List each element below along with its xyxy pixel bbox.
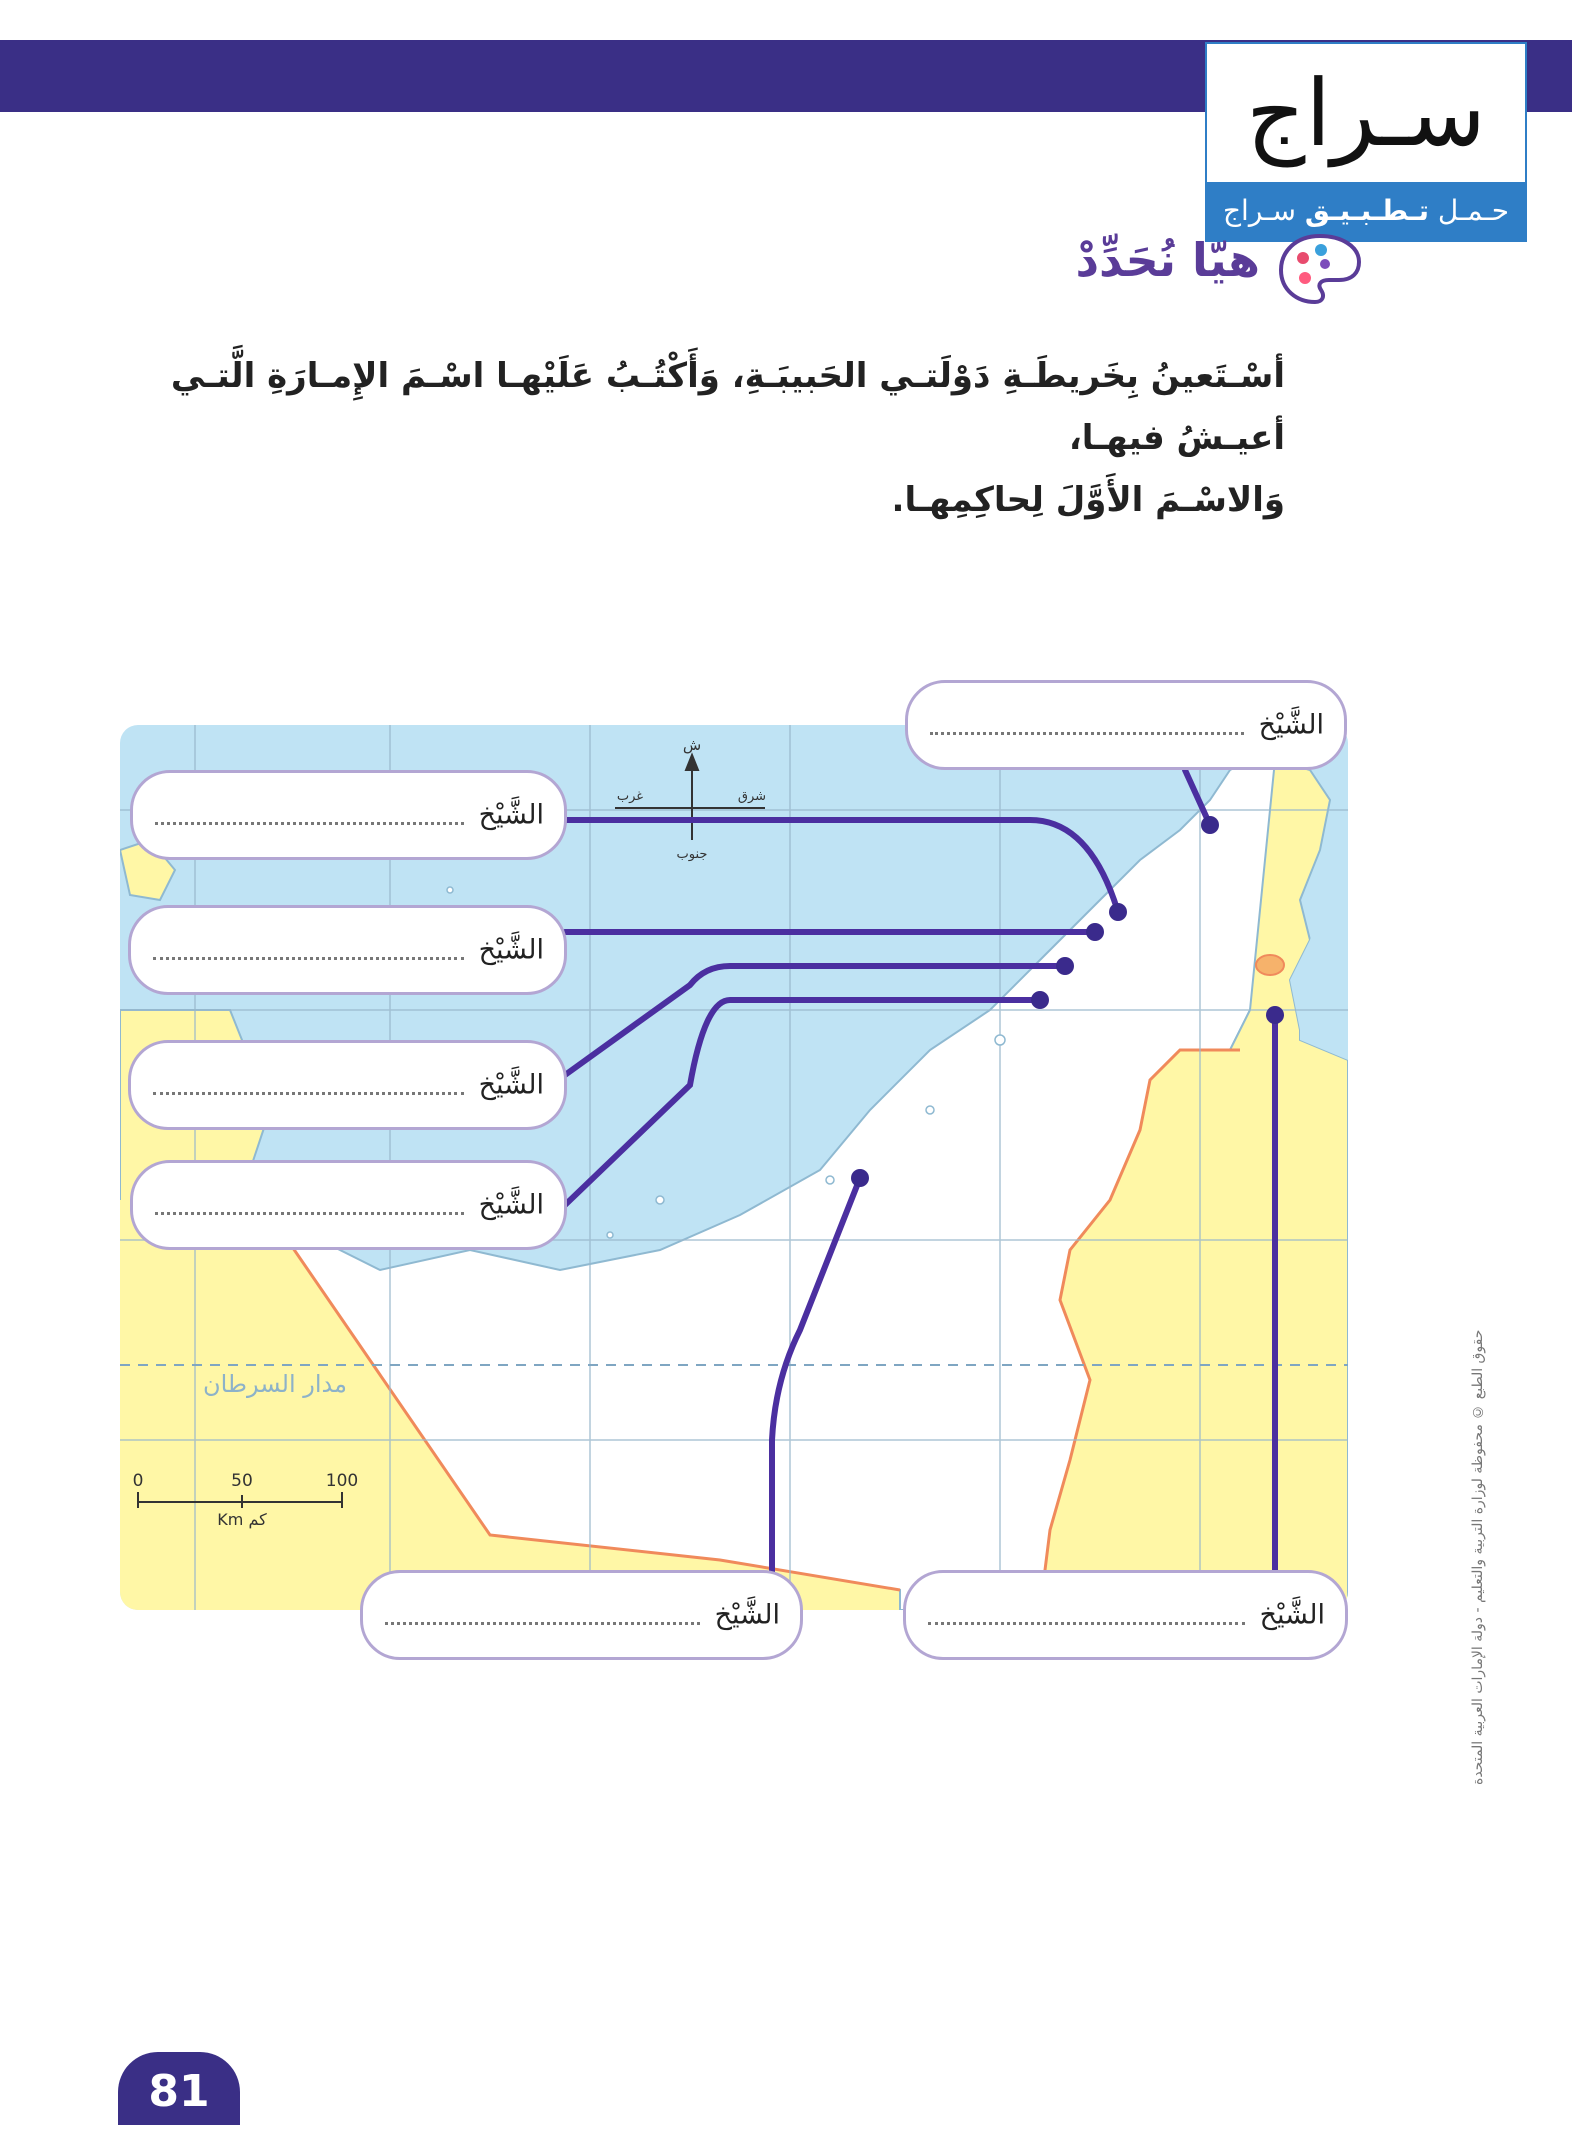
copyright-side-text: حقوق الطبع © محفوظة لوزارة التربية والتعليم - دولة الإمارات العربية المتحدة (1470, 1330, 1486, 1786)
dot-ajman (1056, 957, 1074, 975)
sheikh-label: الشَّيْخ (1258, 709, 1324, 741)
logo-word: سـراج (1246, 60, 1486, 167)
tropic-label: مدار السرطان (202, 1370, 348, 1398)
app-word: تـطـبـيـق (1304, 194, 1430, 227)
dot-fujairah (1266, 1006, 1284, 1024)
write-line[interactable] (930, 732, 1244, 735)
label-box-left-3[interactable] (128, 1040, 567, 1130)
label-box-top-right[interactable] (905, 680, 1347, 770)
compass-west: غرب (616, 789, 644, 804)
sheikh-label: الشَّيْخ (478, 1189, 544, 1221)
sheikh-label: الشَّيْخ (478, 934, 544, 966)
dot-abudhabi (851, 1169, 869, 1187)
enclave (1256, 955, 1284, 975)
section-title: هيّا نُحَدِّدْ (1075, 233, 1260, 287)
sheikh-label: الشَّيْخ (478, 799, 544, 831)
sheikh-label: الشَّيْخ (478, 1069, 544, 1101)
write-line[interactable] (153, 957, 464, 960)
label-box-left-2[interactable] (128, 905, 567, 995)
compass-south: جنوب (676, 847, 708, 862)
app-name: سـراج (1222, 194, 1305, 227)
write-line[interactable] (153, 1092, 464, 1095)
scale-tick-100: 100 (325, 1471, 359, 1491)
write-line[interactable] (928, 1622, 1245, 1625)
instruction-line-1: أسْـتَعينُ بِخَريطَـةِ دَوْلَتـي الحَبيبَـةِ، وَأَكْتُـبُ عَلَيْهـا اسْـمَ الإِمـارَةِ الَّتـي أعيـشُ فيهـا، (170, 356, 1285, 458)
page-number: 81 (118, 2052, 240, 2125)
sheikh-label: الشَّيْخ (1259, 1599, 1325, 1631)
write-line[interactable] (155, 1212, 464, 1215)
label-box-left-1[interactable] (130, 770, 567, 860)
write-line[interactable] (385, 1622, 700, 1625)
instruction-line-2: وَالاسْـمَ الأَوَّلَ لِحاكِمِهـا. (891, 480, 1285, 520)
dot-rak (1109, 903, 1127, 921)
dot-fujairah-north (1201, 816, 1219, 834)
write-line[interactable] (155, 822, 464, 825)
compass-east: شرق (737, 789, 767, 804)
download-prefix: حـمـل (1429, 194, 1510, 227)
scale-unit: Km كم (217, 1510, 267, 1529)
compass-north: ش (682, 736, 702, 754)
label-box-bottom-right[interactable] (903, 1570, 1348, 1660)
label-box-bottom-center[interactable] (360, 1570, 803, 1660)
dot-sharjah (1031, 991, 1049, 1009)
dot-uaq (1086, 923, 1104, 941)
scale-tick-0: 0 (132, 1471, 144, 1491)
sheikh-label: الشَّيْخ (714, 1599, 780, 1631)
label-box-left-4[interactable] (130, 1160, 567, 1250)
scale-tick-50: 50 (231, 1471, 253, 1491)
